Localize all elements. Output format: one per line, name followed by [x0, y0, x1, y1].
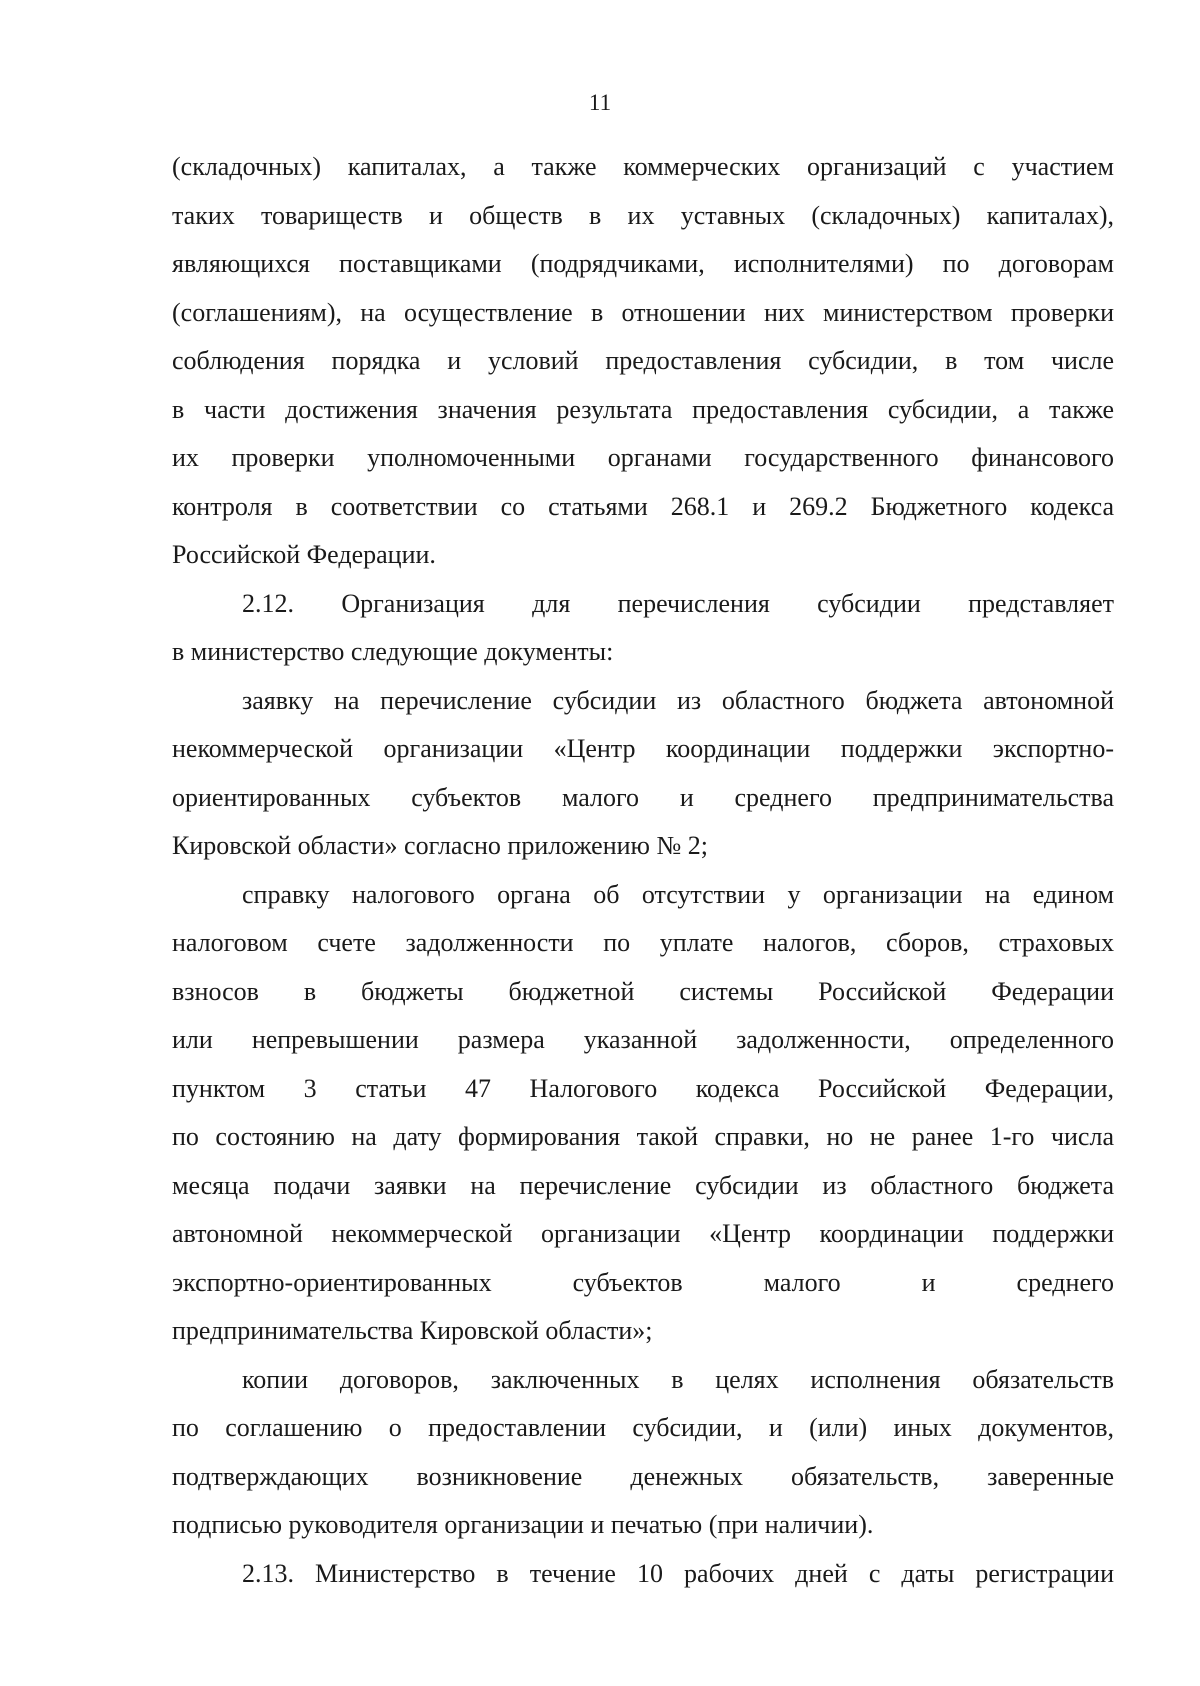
text-line: являющихся поставщиками (подрядчиками, исполнителями) по договорам [172, 249, 1114, 278]
text-line: месяца подачи заявки на перечисление субсидии из областного бюджета [172, 1170, 1114, 1200]
text-line: в части достижения значения результата предоставления субсидии, а также [172, 394, 1114, 424]
text-line: налоговом счете задолженности по уплате налогов, сборов, страховых [172, 928, 1114, 957]
text-line: подписью руководителя организации и печатью (при наличии). [172, 1510, 874, 1539]
text-line: или непревышении размера указанной задолженности, определенного [172, 1025, 1114, 1054]
text-line: таких товариществ и обществ в их уставных (складочных) капиталах), [172, 200, 1114, 230]
document-body [172, 143, 1114, 1598]
text-line: Российской Федерации. [172, 540, 436, 569]
page-number: 11 [588, 90, 612, 115]
text-line: экспортно-ориентированных субъектов малого и среднего [172, 1267, 1114, 1297]
text-line: взносов в бюджеты бюджетной системы Российской Федерации [172, 976, 1114, 1006]
text-line: в министерство следующие документы: [172, 637, 614, 666]
text-line: копии договоров, заключенных в целях исполнения обязательств [242, 1364, 1114, 1394]
text-line: (складочных) капиталах, а также коммерческих организаций с участием [172, 152, 1114, 181]
section-heading-line: 2.13. Министерство в течение 10 рабочих дней с даты регистрации [242, 1558, 1114, 1588]
text-line: некоммерческой организации «Центр координации поддержки экспортно- [172, 734, 1114, 763]
text-line: по соглашению о предоставлении субсидии, и (или) иных документов, [172, 1413, 1114, 1442]
text-line: соблюдения порядка и условий предоставления субсидии, в том числе [172, 346, 1114, 375]
text-line: (соглашениям), на осуществление в отношении них министерством проверки [172, 297, 1114, 327]
section-heading-line: 2.12. Организация для перечисления субсидии представляет [242, 588, 1114, 618]
text-line: контроля в соответствии со статьями 268.1 и 269.2 Бюджетного кодекса [172, 491, 1114, 521]
text-line: заявку на перечисление субсидии из областного бюджета автономной [242, 685, 1114, 715]
text-line: справку налогового органа об отсутствии у организации на едином [242, 879, 1114, 909]
text-line: их проверки уполномоченными органами государственного финансового [172, 443, 1114, 472]
text-line: предпринимательства Кировской области»; [172, 1316, 653, 1345]
text-line: по состоянию на дату формирования такой справки, но не ранее 1-го числа [172, 1122, 1114, 1151]
text-line: пунктом 3 статьи 47 Налогового кодекса Российской Федерации, [172, 1073, 1114, 1103]
text-line: подтверждающих возникновение денежных обязательств, заверенные [172, 1461, 1114, 1491]
text-line: ориентированных субъектов малого и среднего предпринимательства [172, 782, 1114, 812]
text-line: Кировской области» согласно приложению № 2; [172, 831, 709, 860]
text-line: автономной некоммерческой организации «Центр координации поддержки [172, 1219, 1114, 1248]
